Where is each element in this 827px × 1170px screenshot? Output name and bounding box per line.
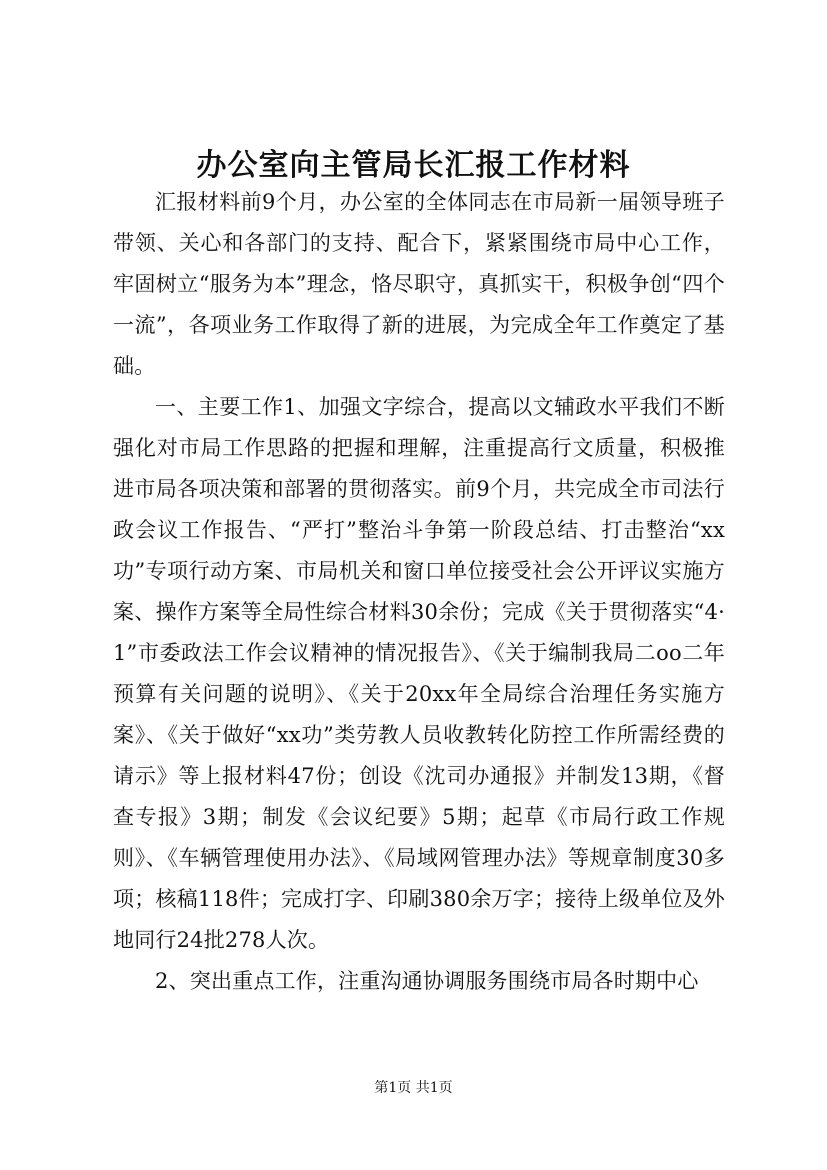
document-title: 办公室向主管局长汇报工作材料 (196, 148, 631, 183)
paragraph-main-work: 一、主要工作1、加强文字综合，提高以文辅政水平我们不断强化对市局工作思路的把握和理解，注重提高行文质量，积极推进市局各项决策和部署的贯彻落实。前9个月，共完成全市司法行政会议工作报告、“严打”整治斗争第一阶段总结、打击整治“xx功”专项行动方案、市局机关和窗口单位接受社会公开评议实施方案、操作方案等全局性综合材料30余份；完成《关于贯彻落实“4·1”市委政法工作会议精神的情况报告》、《关于编制我局二oo二年预算有关问题的说明》、《关于20xx年全局综合治理任务实施方案》、《关于做好“xx功”类劳教人员收教转化防控工作所需经费的请示》等上报材料47份；创设《沈司办通报》并制发13期，《督查专报》3期；制发《会议纪要》5期；起草《市局行政工作规则》、《车辆管理使用办法》、《局域网管理办法》等规章制度30多项；核稿118件；完成打字、印刷380余万字；接待上级单位及外地同行24批278人次。 (113, 395, 725, 952)
document-body (113, 182, 725, 1002)
paragraph-intro: 汇报材料前9个月，办公室的全体同志在市局新一届领导班子带领、关心和各部门的支持、配合下，紧紧围绕市局中心工作，牢固树立“服务为本”理念，恪尽职守，真抓实干，积极争创“四个一流”，各项业务工作取得了新的进展，为完成全年工作奠定了基础。 (113, 190, 725, 378)
paragraph-key-work: 2、突出重点工作，注重沟通协调服务围绕市局各时期中心 (155, 969, 699, 993)
page-footer: 第1页 共1页 (374, 1080, 453, 1096)
